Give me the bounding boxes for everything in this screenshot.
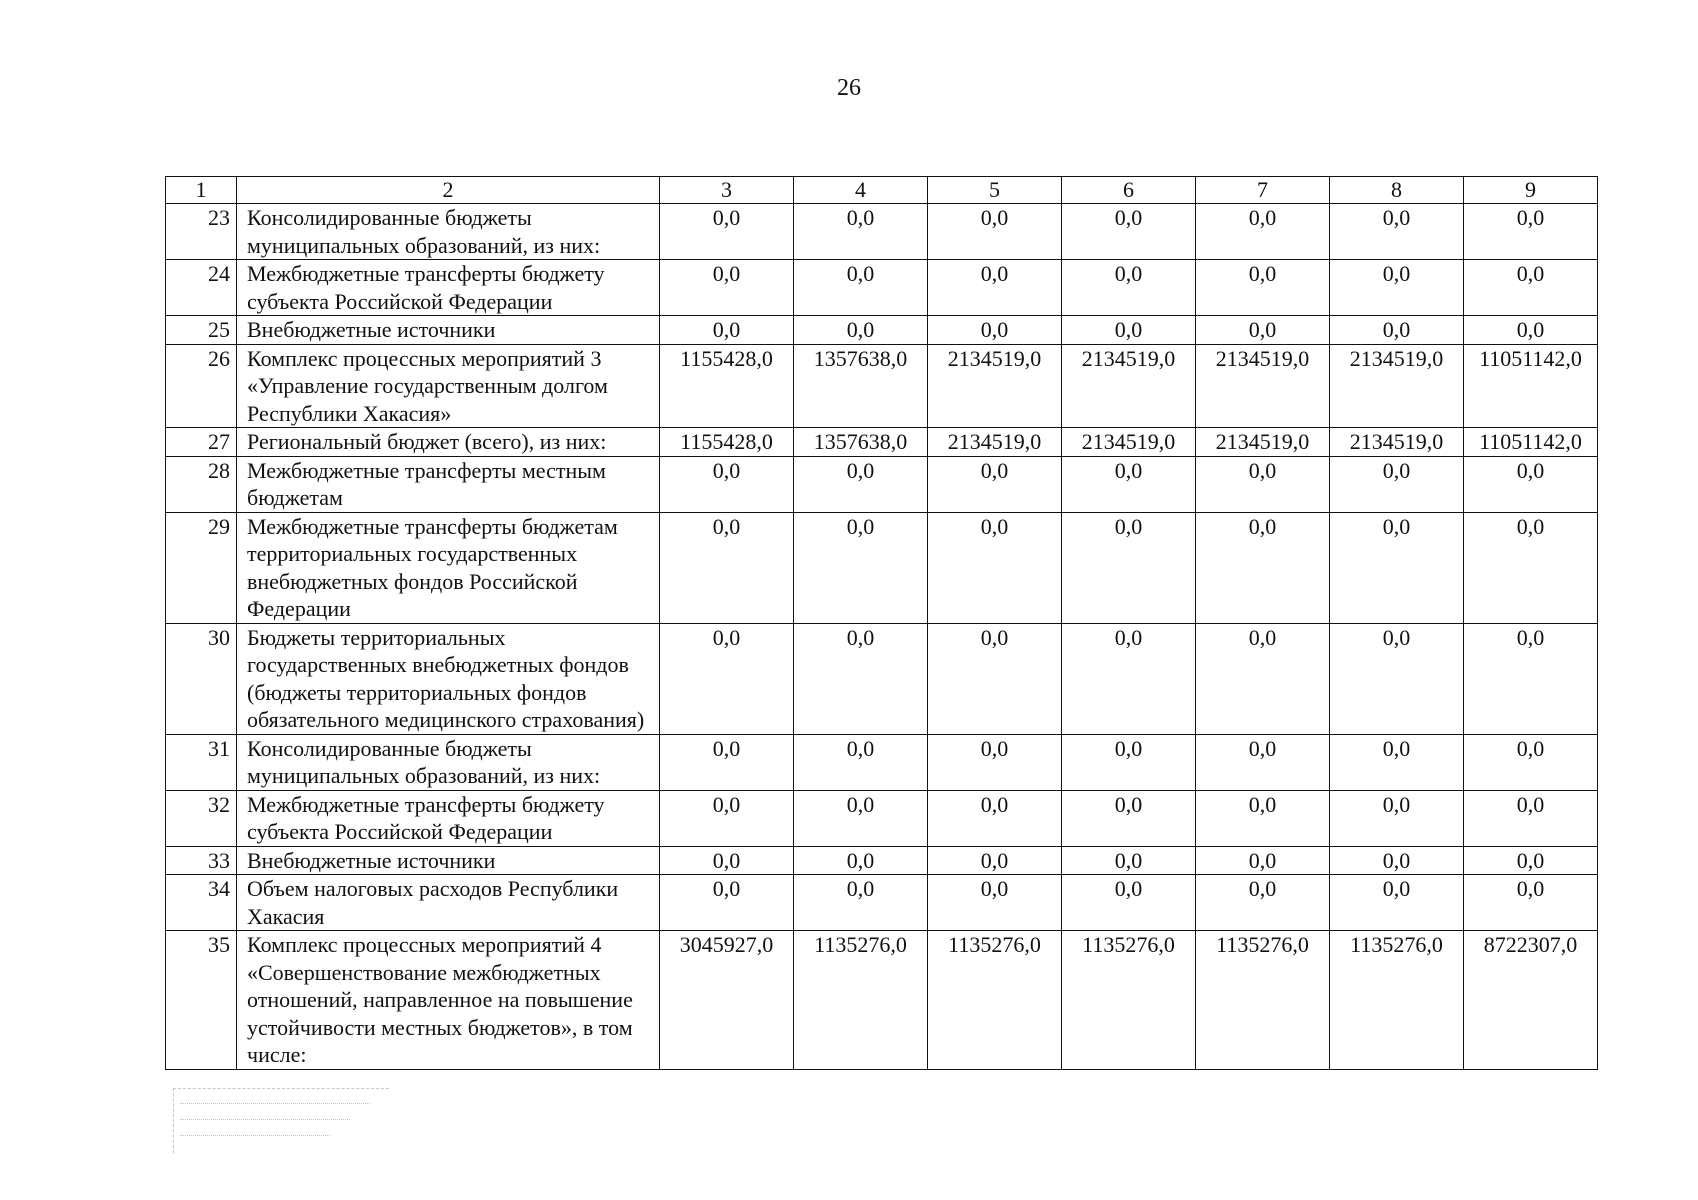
table-row — [166, 428, 1598, 457]
value-cell-col-5: 2134519,0 — [928, 428, 1062, 457]
row-number: 23 — [166, 204, 237, 260]
value-cell-col-7: 0,0 — [1196, 790, 1330, 846]
value-cell-col-8: 0,0 — [1330, 512, 1464, 623]
table-row — [166, 623, 1598, 734]
value-cell-col-4: 0,0 — [794, 623, 928, 734]
column-header-4: 4 — [794, 177, 928, 204]
value-cell-col-4: 0,0 — [794, 204, 928, 260]
value-cell-col-4: 1357638,0 — [794, 428, 928, 457]
column-header-3: 3 — [660, 177, 794, 204]
value-cell-col-5: 0,0 — [928, 790, 1062, 846]
value-cell-col-3: 0,0 — [660, 875, 794, 931]
table-row — [166, 875, 1598, 931]
column-header-9: 9 — [1464, 177, 1598, 204]
value-cell-col-8: 0,0 — [1330, 875, 1464, 931]
value-cell-col-9: 0,0 — [1464, 456, 1598, 512]
row-name: Комплекс процессных мероприятий 3 «Управление государственным долгом Республики Хакасия» — [237, 344, 660, 428]
value-cell-col-6: 0,0 — [1062, 456, 1196, 512]
row-name: Объем налоговых расходов Республики Хакасия — [237, 875, 660, 931]
value-cell-col-5: 0,0 — [928, 846, 1062, 875]
value-cell-col-8: 0,0 — [1330, 456, 1464, 512]
value-cell-col-5: 0,0 — [928, 512, 1062, 623]
value-cell-col-9: 11051142,0 — [1464, 344, 1598, 428]
value-cell-col-7: 0,0 — [1196, 734, 1330, 790]
value-cell-col-4: 0,0 — [794, 260, 928, 316]
row-name: Внебюджетные источники — [237, 846, 660, 875]
row-number: 25 — [166, 316, 237, 345]
value-cell-col-3: 3045927,0 — [660, 931, 794, 1070]
row-name: Региональный бюджет (всего), из них: — [237, 428, 660, 457]
value-cell-col-6: 0,0 — [1062, 875, 1196, 931]
value-cell-col-7: 0,0 — [1196, 456, 1330, 512]
value-cell-col-3: 1155428,0 — [660, 428, 794, 457]
value-cell-col-6: 0,0 — [1062, 512, 1196, 623]
value-cell-col-8: 2134519,0 — [1330, 344, 1464, 428]
value-cell-col-3: 0,0 — [660, 790, 794, 846]
row-name: Межбюджетные трансферты местным бюджетам — [237, 456, 660, 512]
row-name: Комплекс процессных мероприятий 4 «Совершенствование межбюджетных отношений, направленное на повышение устойчивости местных бюджетов», в том числе: — [237, 931, 660, 1070]
value-cell-col-9: 0,0 — [1464, 512, 1598, 623]
value-cell-col-3: 0,0 — [660, 846, 794, 875]
row-number: 35 — [166, 931, 237, 1070]
value-cell-col-3: 0,0 — [660, 512, 794, 623]
value-cell-col-8: 0,0 — [1330, 316, 1464, 345]
row-name: Консолидированные бюджеты муниципальных образований, из них: — [237, 734, 660, 790]
value-cell-col-9: 11051142,0 — [1464, 428, 1598, 457]
value-cell-col-9: 0,0 — [1464, 204, 1598, 260]
value-cell-col-5: 0,0 — [928, 204, 1062, 260]
table-row — [166, 316, 1598, 345]
value-cell-col-9: 0,0 — [1464, 790, 1598, 846]
value-cell-col-3: 1155428,0 — [660, 344, 794, 428]
value-cell-col-4: 0,0 — [794, 734, 928, 790]
value-cell-col-6: 2134519,0 — [1062, 428, 1196, 457]
row-name: Межбюджетные трансферты бюджету субъекта Российской Федерации — [237, 260, 660, 316]
value-cell-col-6: 0,0 — [1062, 260, 1196, 316]
value-cell-col-5: 0,0 — [928, 456, 1062, 512]
value-cell-col-8: 2134519,0 — [1330, 428, 1464, 457]
column-header-1: 1 — [166, 177, 237, 204]
value-cell-col-7: 2134519,0 — [1196, 428, 1330, 457]
value-cell-col-5: 1135276,0 — [928, 931, 1062, 1070]
value-cell-col-4: 0,0 — [794, 512, 928, 623]
value-cell-col-7: 1135276,0 — [1196, 931, 1330, 1070]
value-cell-col-4: 0,0 — [794, 456, 928, 512]
table-row — [166, 790, 1598, 846]
value-cell-col-6: 2134519,0 — [1062, 344, 1196, 428]
value-cell-col-3: 0,0 — [660, 456, 794, 512]
row-number: 29 — [166, 512, 237, 623]
budget-table — [165, 176, 1598, 1070]
row-number: 24 — [166, 260, 237, 316]
value-cell-col-7: 0,0 — [1196, 875, 1330, 931]
value-cell-col-9: 0,0 — [1464, 316, 1598, 345]
value-cell-col-4: 1135276,0 — [794, 931, 928, 1070]
value-cell-col-8: 0,0 — [1330, 204, 1464, 260]
row-name: Консолидированные бюджеты муниципальных образований, из них: — [237, 204, 660, 260]
row-number: 32 — [166, 790, 237, 846]
value-cell-col-4: 0,0 — [794, 790, 928, 846]
table-row — [166, 344, 1598, 428]
column-header-6: 6 — [1062, 177, 1196, 204]
approval-stamp — [173, 1088, 389, 1153]
table-row — [166, 260, 1598, 316]
value-cell-col-9: 0,0 — [1464, 846, 1598, 875]
value-cell-col-5: 2134519,0 — [928, 344, 1062, 428]
table-row — [166, 734, 1598, 790]
value-cell-col-8: 0,0 — [1330, 790, 1464, 846]
value-cell-col-6: 0,0 — [1062, 790, 1196, 846]
value-cell-col-8: 1135276,0 — [1330, 931, 1464, 1070]
value-cell-col-8: 0,0 — [1330, 846, 1464, 875]
value-cell-col-8: 0,0 — [1330, 260, 1464, 316]
value-cell-col-6: 0,0 — [1062, 204, 1196, 260]
table-body — [166, 204, 1598, 1070]
value-cell-col-4: 0,0 — [794, 846, 928, 875]
header-row — [166, 177, 1598, 204]
table-row — [166, 456, 1598, 512]
value-cell-col-3: 0,0 — [660, 204, 794, 260]
value-cell-col-6: 0,0 — [1062, 846, 1196, 875]
value-cell-col-5: 0,0 — [928, 734, 1062, 790]
row-number: 26 — [166, 344, 237, 428]
value-cell-col-3: 0,0 — [660, 623, 794, 734]
table-row — [166, 204, 1598, 260]
value-cell-col-7: 2134519,0 — [1196, 344, 1330, 428]
row-number: 27 — [166, 428, 237, 457]
value-cell-col-6: 0,0 — [1062, 316, 1196, 345]
table-row — [166, 846, 1598, 875]
column-header-7: 7 — [1196, 177, 1330, 204]
value-cell-col-9: 0,0 — [1464, 260, 1598, 316]
value-cell-col-3: 0,0 — [660, 734, 794, 790]
value-cell-col-7: 0,0 — [1196, 260, 1330, 316]
value-cell-col-9: 0,0 — [1464, 875, 1598, 931]
value-cell-col-7: 0,0 — [1196, 846, 1330, 875]
row-name: Межбюджетные трансферты бюджету субъекта Российской Федерации — [237, 790, 660, 846]
table-row — [166, 931, 1598, 1070]
value-cell-col-5: 0,0 — [928, 260, 1062, 316]
row-name: Межбюджетные трансферты бюджетам территориальных государственных внебюджетных фондов Российской Федерации — [237, 512, 660, 623]
value-cell-col-7: 0,0 — [1196, 512, 1330, 623]
value-cell-col-9: 0,0 — [1464, 623, 1598, 734]
row-number: 30 — [166, 623, 237, 734]
value-cell-col-4: 1357638,0 — [794, 344, 928, 428]
row-number: 34 — [166, 875, 237, 931]
value-cell-col-3: 0,0 — [660, 260, 794, 316]
value-cell-col-9: 8722307,0 — [1464, 931, 1598, 1070]
value-cell-col-7: 0,0 — [1196, 623, 1330, 734]
row-name: Бюджеты территориальных государственных внебюджетных фондов (бюджеты территориальных фондов обязательного медицинского страхования) — [237, 623, 660, 734]
value-cell-col-5: 0,0 — [928, 623, 1062, 734]
page-number: 26 — [837, 75, 861, 101]
column-header-8: 8 — [1330, 177, 1464, 204]
value-cell-col-9: 0,0 — [1464, 734, 1598, 790]
value-cell-col-3: 0,0 — [660, 316, 794, 345]
row-number: 31 — [166, 734, 237, 790]
value-cell-col-4: 0,0 — [794, 875, 928, 931]
value-cell-col-5: 0,0 — [928, 875, 1062, 931]
column-header-2: 2 — [237, 177, 660, 204]
value-cell-col-6: 0,0 — [1062, 734, 1196, 790]
table-row — [166, 512, 1598, 623]
row-number: 33 — [166, 846, 237, 875]
row-name: Внебюджетные источники — [237, 316, 660, 345]
value-cell-col-6: 0,0 — [1062, 623, 1196, 734]
value-cell-col-5: 0,0 — [928, 316, 1062, 345]
value-cell-col-8: 0,0 — [1330, 623, 1464, 734]
value-cell-col-8: 0,0 — [1330, 734, 1464, 790]
row-number: 28 — [166, 456, 237, 512]
value-cell-col-7: 0,0 — [1196, 204, 1330, 260]
value-cell-col-7: 0,0 — [1196, 316, 1330, 345]
value-cell-col-4: 0,0 — [794, 316, 928, 345]
column-header-5: 5 — [928, 177, 1062, 204]
value-cell-col-6: 1135276,0 — [1062, 931, 1196, 1070]
